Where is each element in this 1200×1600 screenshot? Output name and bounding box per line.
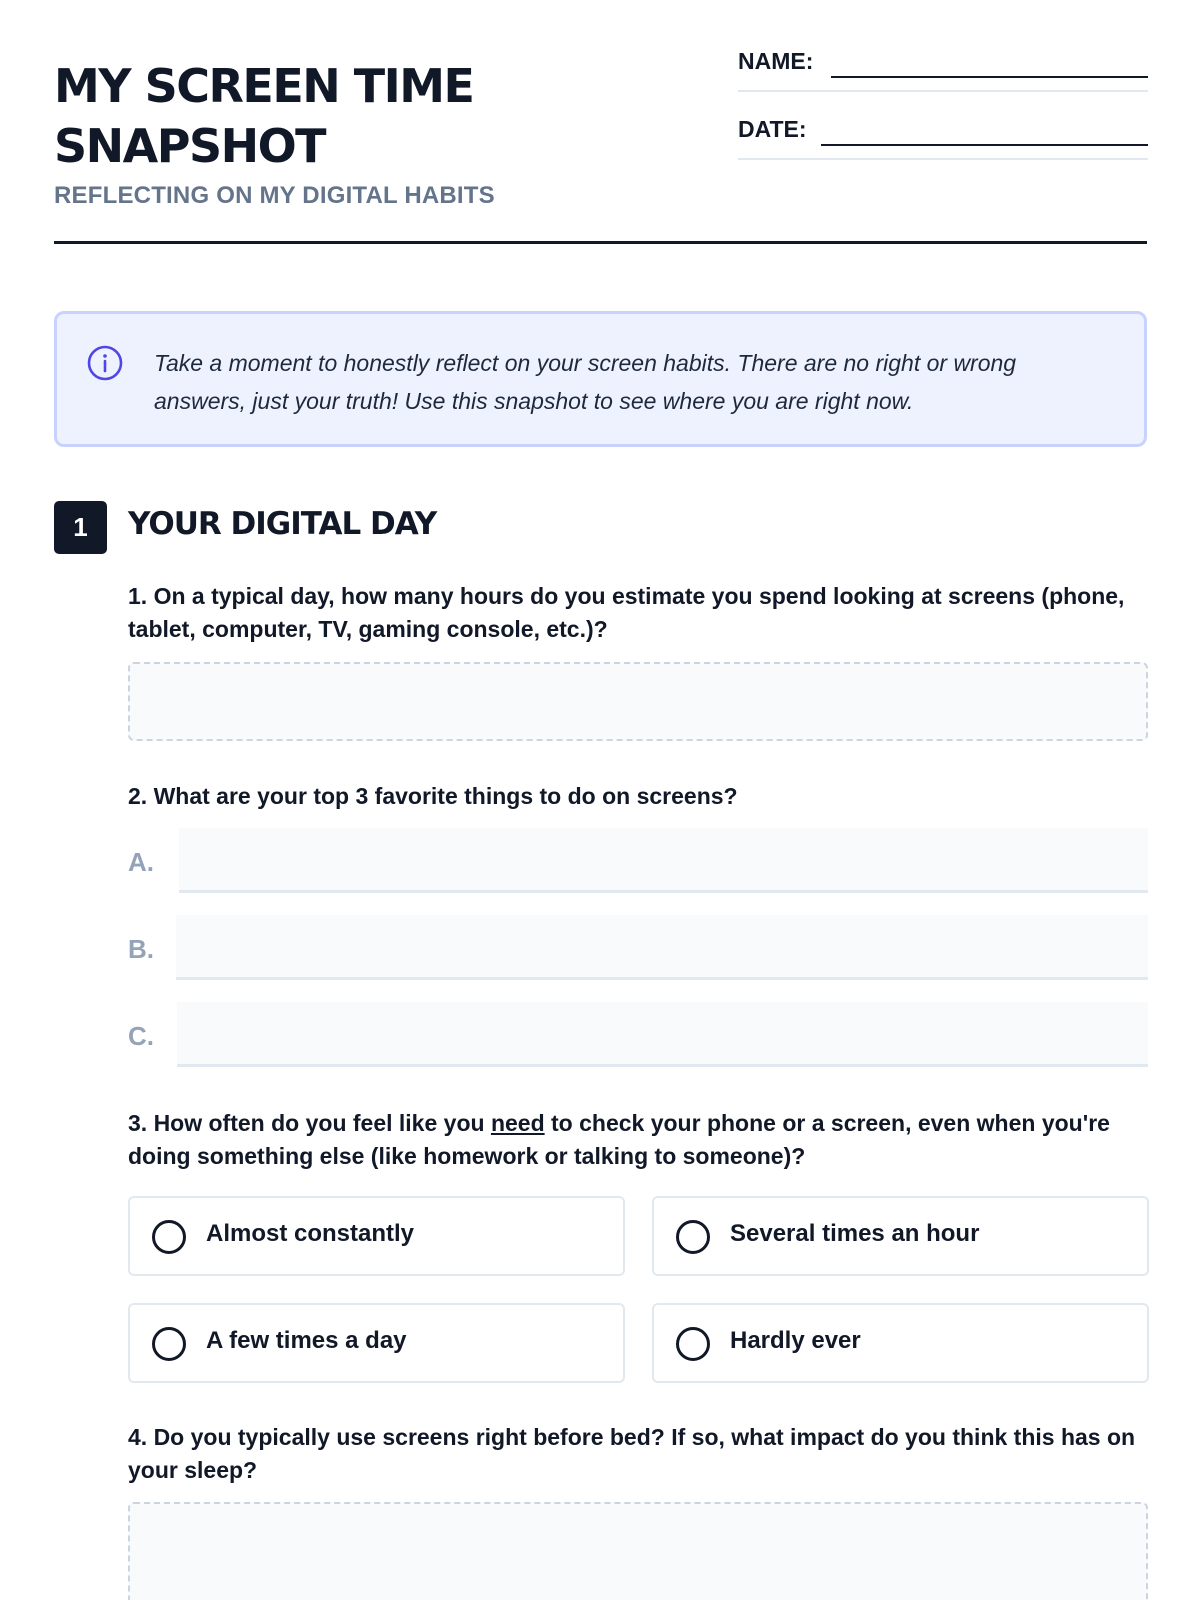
- answer-box-1[interactable]: [128, 662, 1148, 741]
- option-label: A few times a day: [206, 1327, 407, 1354]
- question-4: 4. Do you typically use screens right before bed? If so, what impact do you think this has on your sleep?: [128, 1424, 1136, 1483]
- question-3: [128, 1107, 1148, 1173]
- radio-button[interactable]: [152, 1327, 186, 1361]
- page-title: [54, 56, 574, 176]
- title-line-2: SNAPSHOT: [54, 119, 326, 173]
- date-label: DATE:: [738, 116, 807, 142]
- option-hardly-ever[interactable]: [652, 1303, 1149, 1383]
- question-3-start: 3. How often do you feel like you: [128, 1110, 491, 1136]
- answer-line-b[interactable]: [176, 915, 1148, 980]
- option-label: Almost constantly: [206, 1220, 415, 1247]
- list-letter-c: C.: [128, 1021, 154, 1051]
- answer-line-c[interactable]: [177, 1002, 1148, 1067]
- option-label: Hardly ever: [730, 1327, 861, 1354]
- radio-button[interactable]: [676, 1327, 710, 1361]
- radio-button[interactable]: [152, 1220, 186, 1254]
- name-input-line[interactable]: [831, 76, 1148, 78]
- instructions-callout: [54, 311, 1147, 447]
- question-3-end: to check your phone or a screen, even when you're doing something else (like homework or talking to someone)?: [128, 1110, 1110, 1169]
- date-input-line[interactable]: [821, 144, 1148, 146]
- option-several-times-an-hour[interactable]: [652, 1196, 1149, 1276]
- info-icon: [87, 345, 123, 381]
- answer-line-a[interactable]: [179, 828, 1148, 893]
- question-2: 2. What are your top 3 favorite things to do on screens?: [128, 783, 738, 809]
- list-letter-b: B.: [128, 934, 154, 964]
- instructions-text: Take a moment to honestly reflect on your screen habits. There are no right or wrong answers, just your truth! Use this snapshot to see where you are right now.: [154, 350, 1017, 414]
- option-almost-constantly[interactable]: [128, 1196, 625, 1276]
- date-field-row: [738, 116, 1148, 160]
- option-label: Several times an hour: [730, 1220, 980, 1247]
- radio-button[interactable]: [676, 1220, 710, 1254]
- question-1: 1. On a typical day, how many hours do you estimate you spend looking at screens (phone, tablet, computer, TV, gaming console, etc.)?: [128, 583, 1125, 642]
- section-number-badge: 1: [54, 501, 107, 554]
- answer-box-4[interactable]: [128, 1502, 1148, 1600]
- name-field-row: [738, 48, 1148, 92]
- page-subtitle: REFLECTING ON MY DIGITAL HABITS: [54, 182, 495, 209]
- question-3-emphasis: need: [490, 1110, 545, 1136]
- name-label: NAME:: [738, 48, 814, 74]
- list-letter-a: A.: [128, 847, 154, 877]
- title-line-1: MY SCREEN TIME: [54, 59, 474, 113]
- section-title: YOUR DIGITAL DAY: [128, 506, 437, 542]
- option-a-few-times-a-day[interactable]: [128, 1303, 625, 1383]
